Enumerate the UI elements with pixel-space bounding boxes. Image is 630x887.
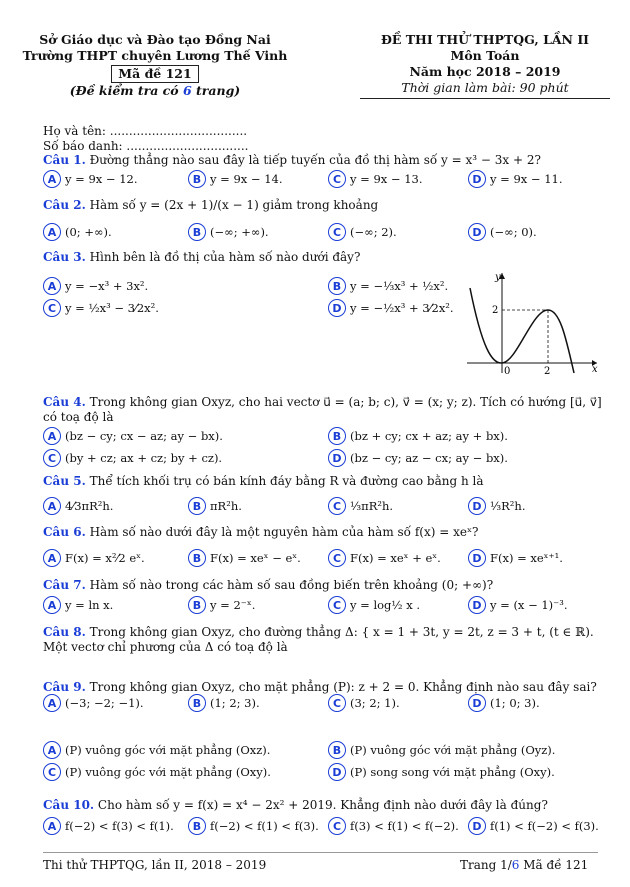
question-text: Thể tích khối trụ có bán kính đáy bằng R và đường cao bằng h là (85, 474, 484, 488)
option-text: (P) vuông góc với mặt phẳng (Oxz). (65, 743, 271, 757)
option-letter: C (328, 170, 346, 188)
exam-title: ĐỀ THI THỬ THPTQG, LẦN II (380, 32, 590, 47)
exam-code: Mã đề 121 (111, 65, 198, 83)
question-number: Câu 10. (43, 798, 95, 812)
option-letter: D (468, 223, 486, 241)
option-text: y = 9x − 12. (65, 172, 138, 186)
answer-option-d[interactable] (468, 817, 599, 835)
option-text: (by + cz; ax + cz; by + cz). (65, 451, 223, 465)
question-7 (43, 578, 603, 593)
option-letter: A (43, 497, 61, 515)
footer-page-info: Trang 1/6 Mã đề 121 (460, 858, 589, 872)
option-text: (1; 2; 3). (210, 696, 260, 710)
exam-time: Thời gian làm bài: 90 phút (360, 80, 610, 99)
option-letter: D (328, 299, 346, 317)
question-3 (43, 250, 443, 265)
option-letter: B (188, 170, 206, 188)
page-count: (Đề kiểm tra có 6 trang) (69, 83, 241, 98)
option-letter: A (43, 549, 61, 567)
question-number: Câu 8. (43, 625, 86, 639)
question-text: Trong không gian Oxyz, cho hai vectơ u⃗ = (a; b; c), v⃗ = (x; y; z). Tích có hướng [u⃗, v⃗] có toạ độ là (43, 395, 602, 424)
footer-divider (43, 852, 598, 853)
question-text: Đường thẳng nào sau đây là tiếp tuyến của đồ thị hàm số y = x³ − 3x + 2? (85, 153, 541, 167)
option-text: (P) song song với mặt phẳng (Oxy). (350, 765, 555, 779)
option-text: f(−2) < f(3) < f(1). (65, 819, 174, 833)
option-letter: C (328, 817, 346, 835)
option-letter: A (43, 741, 61, 759)
question-number: Câu 9. (43, 680, 86, 694)
option-text: y = ln x. (65, 598, 114, 612)
question-text: Trong không gian Oxyz, cho đường thẳng Δ: { x = 1 + 3t, y = 2t, z = 3 + t, (t ∈ ℝ). Một vectơ chỉ phương của Δ có toạ độ là (43, 625, 594, 654)
option-text: y = 9x − 14. (210, 172, 283, 186)
option-text: F(x) = x²⁄2 eˣ. (65, 551, 145, 565)
option-text: y = 9x − 11. (490, 172, 563, 186)
option-text: πR²h. (210, 499, 242, 513)
question-text: Hàm số y = (2x + 1)/(x − 1) giảm trong khoảng (85, 198, 379, 212)
option-letter: C (328, 549, 346, 567)
question-4 (43, 395, 603, 425)
option-letter: D (328, 449, 346, 467)
option-text: (3; 2; 1). (350, 696, 400, 710)
header-right (360, 32, 610, 99)
option-letter: B (188, 549, 206, 567)
option-letter: A (43, 596, 61, 614)
option-text: (bz − cy; az − cx; ay − bx). (350, 451, 508, 465)
option-text: (1; 0; 3). (490, 696, 540, 710)
answer-option-d[interactable] (468, 549, 563, 567)
department: Sở Giáo dục và Đào tạo Đồng Nai (39, 32, 271, 47)
answer-option-d[interactable] (328, 763, 555, 781)
school-name: Trường THPT chuyên Lương Thế Vinh (22, 48, 288, 63)
option-text: (0; +∞). (65, 225, 112, 239)
option-text: y = −½x³ + 3⁄2x². (350, 301, 454, 315)
option-text: (−3; −2; −1). (65, 696, 144, 710)
option-letter: B (188, 694, 206, 712)
answer-option-d[interactable] (328, 449, 508, 467)
student-id-line: Số báo danh: ................................ (43, 139, 249, 153)
graph-tick-x: 2 (544, 366, 551, 377)
option-text: 4⁄3πR²h. (65, 499, 114, 513)
option-text: y = −x³ + 3x². (65, 279, 149, 293)
answer-option-b[interactable] (328, 427, 508, 445)
graph-tick-y: 2 (492, 305, 499, 316)
graph-x-label: x (592, 364, 598, 375)
question-number: Câu 3. (43, 250, 86, 264)
option-letter: B (188, 596, 206, 614)
question-number: Câu 1. (43, 153, 86, 167)
option-letter: D (468, 817, 486, 835)
option-letter: C (43, 763, 61, 781)
option-text: (−∞; 0). (490, 225, 537, 239)
answer-option-d[interactable] (468, 170, 562, 188)
graph-origin: 0 (504, 366, 511, 377)
option-text: f(3) < f(1) < f(−2). (350, 819, 459, 833)
option-letter: B (328, 741, 346, 759)
option-letter: C (328, 694, 346, 712)
question-8 (43, 625, 603, 655)
question-number: Câu 4. (43, 395, 86, 409)
question-2 (43, 198, 603, 213)
question-number: Câu 2. (43, 198, 86, 212)
answer-option-d[interactable] (468, 694, 540, 712)
option-letter: B (188, 223, 206, 241)
question-6 (43, 525, 603, 540)
graph-y-label: y (495, 272, 501, 283)
option-text: y = −⅓x³ + ½x². (350, 279, 449, 293)
question-text: Hàm số nào trong các hàm số sau đồng biến trên khoảng (0; +∞)? (85, 578, 494, 592)
option-letter: A (43, 170, 61, 188)
option-text: F(x) = xeˣ⁺¹. (490, 551, 563, 565)
option-text: F(x) = xeˣ + eˣ. (350, 551, 441, 565)
option-text: y = 2⁻ˣ. (210, 598, 256, 612)
option-text: y = log½ x . (350, 598, 421, 612)
answer-option-d[interactable] (328, 299, 454, 317)
question-number: Câu 5. (43, 474, 86, 488)
function-graph (462, 268, 602, 378)
question-text: Hình bên là đồ thị của hàm số nào dưới đây? (85, 250, 361, 264)
option-letter: C (43, 299, 61, 317)
question-text: Hàm số nào dưới đây là một nguyên hàm của hàm số f(x) = xeˣ? (85, 525, 479, 539)
question-text: Cho hàm số y = f(x) = x⁴ − 2x² + 2019. Khẳng định nào dưới đây là đúng? (94, 798, 548, 812)
option-text: y = (x − 1)⁻³. (490, 598, 568, 612)
option-text: (−∞; +∞). (210, 225, 269, 239)
option-text: F(x) = xeˣ − eˣ. (210, 551, 301, 565)
question-number: Câu 7. (43, 578, 86, 592)
option-letter: C (328, 596, 346, 614)
student-name-line: Họ và tên: .................................... (43, 124, 248, 138)
option-letter: A (43, 694, 61, 712)
option-text: f(−2) < f(1) < f(3). (210, 819, 319, 833)
option-text: (P) vuông góc với mặt phẳng (Oyz). (350, 743, 556, 757)
option-letter: A (43, 277, 61, 295)
school-year: Năm học 2018 – 2019 (409, 64, 561, 79)
question-9 (43, 680, 603, 695)
option-letter: A (43, 427, 61, 445)
option-text: y = 9x − 13. (350, 172, 423, 186)
answer-option-b[interactable] (328, 277, 448, 295)
answer-option-d[interactable] (468, 497, 525, 515)
question-5 (43, 474, 603, 489)
option-text: f(1) < f(−2) < f(3). (490, 819, 599, 833)
option-text: ⅓πR²h. (350, 499, 394, 513)
option-letter: D (468, 596, 486, 614)
answer-option-d[interactable] (468, 596, 568, 614)
option-letter: D (468, 694, 486, 712)
option-letter: D (468, 170, 486, 188)
question-10 (43, 798, 603, 813)
option-letter: B (188, 497, 206, 515)
question-text: Trong không gian Oxyz, cho mặt phẳng (P): z + 2 = 0. Khẳng định nào sau đây sai? (85, 680, 597, 694)
subject: Môn Toán (450, 48, 520, 63)
option-letter: B (328, 277, 346, 295)
option-letter: B (188, 817, 206, 835)
question-1 (43, 153, 603, 168)
option-letter: D (468, 549, 486, 567)
option-text: (bz − cy; cx − az; ay − bx). (65, 429, 223, 443)
option-letter: A (43, 817, 61, 835)
option-text: ⅓R²h. (490, 499, 526, 513)
answer-option-b[interactable] (328, 741, 555, 759)
option-letter: B (328, 427, 346, 445)
option-text: (P) vuông góc với mặt phẳng (Oxy). (65, 765, 271, 779)
option-letter: A (43, 223, 61, 241)
header-left (20, 32, 290, 99)
question-number: Câu 6. (43, 525, 86, 539)
option-text: (bz + cy; cx + az; ay + bx). (350, 429, 508, 443)
option-letter: C (328, 223, 346, 241)
footer-exam-info: Thi thử THPTQG, lần II, 2018 – 2019 (43, 858, 267, 872)
answer-option-d[interactable] (468, 223, 537, 241)
option-letter: D (328, 763, 346, 781)
option-text: y = ½x³ − 3⁄2x². (65, 301, 159, 315)
option-letter: C (328, 497, 346, 515)
option-letter: D (468, 497, 486, 515)
option-letter: C (43, 449, 61, 467)
option-text: (−∞; 2). (350, 225, 397, 239)
